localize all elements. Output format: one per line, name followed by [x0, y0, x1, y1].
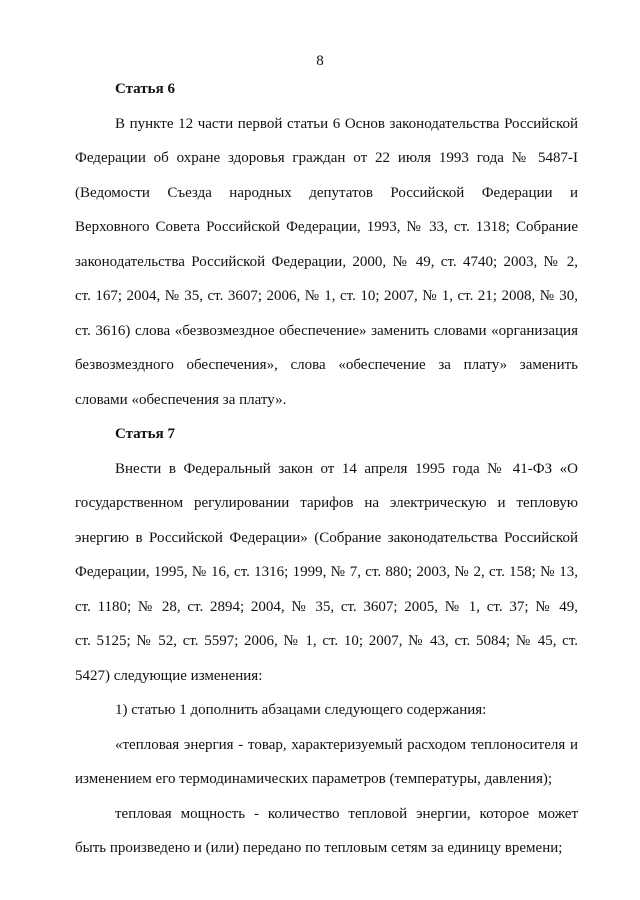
text-line: государственном регулировании тарифов на электрическую и тепловую	[75, 495, 578, 511]
text-line: тепловая мощность - количество тепловой энергии, которое может	[115, 805, 578, 822]
article-7-heading: Статья 7	[115, 426, 175, 442]
text-line: ст. 5125; № 52, ст. 5597; 2006, № 1, ст. 10; 2007, № 43, ст. 5084; № 45, ст.	[75, 633, 578, 649]
text-line: Федерации об охране здоровья граждан от 22 июля 1993 года № 5487-I	[75, 150, 578, 166]
text-line: изменением его термодинамических параметров (температуры, давления);	[75, 771, 553, 787]
text-line: словами «обеспечения за плату».	[75, 391, 287, 408]
article-7-intro-paragraph	[75, 452, 578, 694]
text-line: энергию в Российской Федерации» (Собрание законодательства Российской	[75, 529, 578, 546]
document-body	[75, 72, 578, 866]
article-6-paragraph	[75, 107, 578, 418]
text-line: безвозмездного обеспечения», слова «обеспечение за плату» заменить	[75, 357, 578, 373]
text-line: «тепловая энергия - товар, характеризуемый расходом теплоносителя и	[115, 736, 578, 753]
text-line: Федерации, 1995, № 16, ст. 1316; 1999, № 7, ст. 880; 2003, № 2, ст. 158; № 13,	[75, 564, 578, 580]
text-line: Внести в Федеральный закон от 14 апреля 1995 года № 41-ФЗ «О	[115, 460, 578, 477]
text-line: ст. 3616) слова «безвозмездное обеспечение» заменить словами «организация	[75, 322, 578, 339]
article-6-heading: Статья 6	[115, 81, 175, 97]
page-number: 8	[316, 53, 324, 69]
text-line: ст. 1180; № 28, ст. 2894; 2004, № 35, ст. 3607; 2005, № 1, ст. 37; № 49,	[75, 598, 578, 615]
article-7-item-1	[75, 693, 578, 728]
text-line: 5427) следующие изменения:	[75, 667, 263, 684]
text-line: 1) статью 1 дополнить абзацами следующего содержания:	[115, 702, 487, 718]
text-line: Верховного Совета Российской Федерации, 1993, № 33, ст. 1318; Собрание	[75, 219, 578, 235]
definition-thermal-energy	[75, 728, 578, 797]
text-line: (Ведомости Съезда народных депутатов Российской Федерации и	[75, 184, 578, 201]
text-line: законодательства Российской Федерации, 2000, № 49, ст. 4740; 2003, № 2,	[75, 253, 578, 270]
definition-thermal-power	[75, 797, 578, 866]
text-line: быть произведено и (или) передано по тепловым сетям за единицу времени;	[75, 840, 563, 856]
text-line: В пункте 12 части первой статьи 6 Основ законодательства Российской	[115, 115, 578, 132]
text-line: ст. 167; 2004, № 35, ст. 3607; 2006, № 1, ст. 10; 2007, № 1, ст. 21; 2008, № 30,	[75, 288, 578, 304]
